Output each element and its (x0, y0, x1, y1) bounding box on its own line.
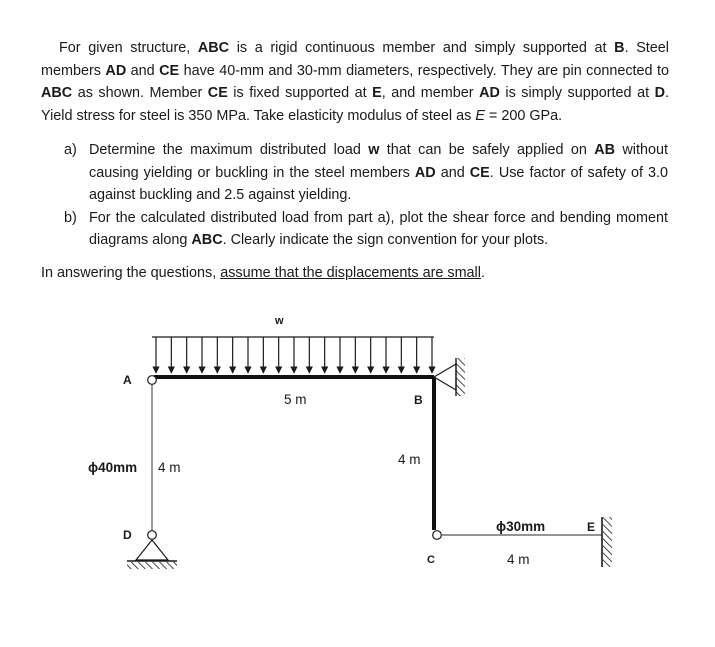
problem-statement: For given structure, ABC is a rigid continuous member and simply supported at B. Steel members AD and CE have 40-mm and 30-mm diameters, respectively. They are pin connected to ABC as shown. Member CE is fixed supported at E, and member AD is simply supported at D. Yield stress for steel is 350 MPa. Take elasticity modulus of steel as E = 200 GPa. (41, 40, 669, 124)
bc-length-label: 4 m (398, 452, 421, 467)
ce-diameter-label: ϕ30mm (496, 519, 546, 534)
pin-c (433, 531, 442, 540)
label-b: B (414, 393, 423, 407)
load-label-w: w (275, 315, 284, 327)
pin-d (148, 531, 157, 540)
support-b-pin (434, 358, 465, 396)
label-c: C (427, 554, 435, 566)
support-e-fixed (602, 517, 612, 567)
support-d (127, 540, 177, 569)
label-a: A (123, 373, 132, 387)
small-displacement-note: In answering the questions, assume that the displacements are small. (41, 265, 485, 281)
question-b: b) For the calculated distributed load from part a), plot the shear force and bending moment diagrams along ABC. Clearly indicate the sign convention for your plots. (64, 207, 668, 252)
distributed-load (152, 337, 434, 373)
label-d: D (123, 528, 132, 542)
ad-diameter-label: ϕ40mm (88, 460, 138, 475)
label-e: E (587, 520, 596, 534)
question-a-marker: a) (64, 142, 77, 158)
pin-a (148, 376, 157, 385)
ad-length-label: 4 m (158, 460, 181, 475)
question-b-marker: b) (64, 209, 77, 226)
question-a: a) Determine the maximum distributed load w that can be safely applied on AB without causing yielding or buckling in the steel members AD and CE. Use factor of safety of 3.0 against buckling and 2.5 against yielding. (64, 139, 668, 207)
ce-length-label: 4 m (507, 552, 530, 567)
span-ab-label: 5 m (284, 392, 307, 407)
